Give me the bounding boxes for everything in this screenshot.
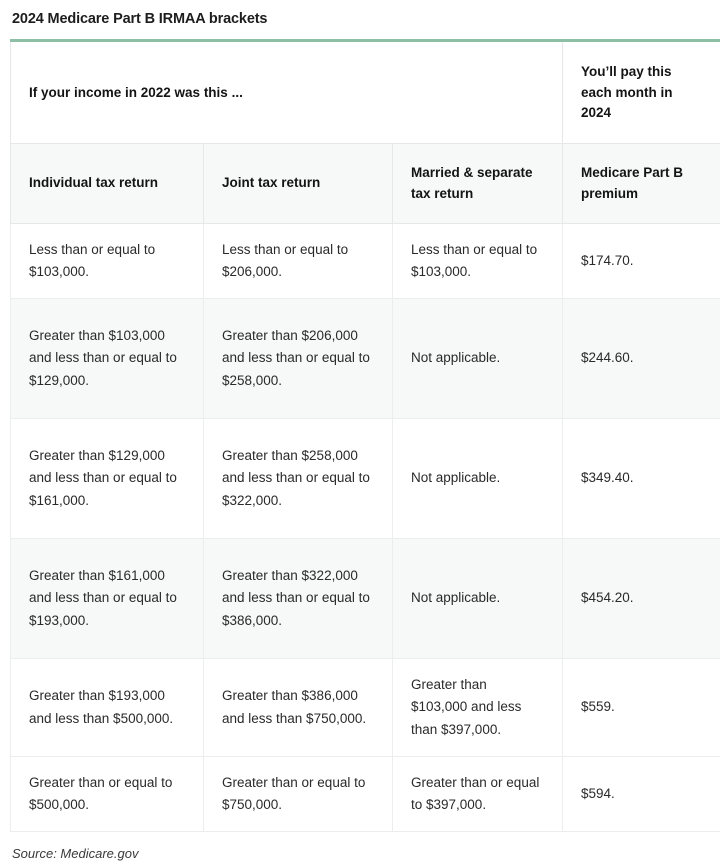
header-group-row — [11, 42, 720, 143]
header-income-group: If your income in 2022 was this ... — [11, 42, 563, 143]
cell-premium: $349.40. — [563, 419, 720, 539]
cell-married-separate: Greater than or equal to $397,000. — [393, 757, 563, 832]
column-header-row — [11, 144, 720, 224]
table-row — [11, 299, 720, 419]
cell-married-separate: Greater than $103,000 and less than $397,000. — [393, 659, 563, 757]
source-caption: Source: Medicare.gov — [12, 846, 139, 862]
cell-joint: Greater than $322,000 and less than or equal to $386,000. — [204, 539, 393, 659]
cell-married-separate: Less than or equal to $103,000. — [393, 224, 563, 299]
cell-premium: $244.60. — [563, 299, 720, 419]
cell-married-separate: Not applicable. — [393, 419, 563, 539]
cell-premium: $454.20. — [563, 539, 720, 659]
table-row — [11, 539, 720, 659]
table-row — [11, 419, 720, 539]
page-title: 2024 Medicare Part B IRMAA brackets — [12, 11, 268, 27]
table-row — [11, 224, 720, 299]
cell-married-separate: Not applicable. — [393, 299, 563, 419]
column-header-joint-tax-return: Joint tax return — [204, 144, 393, 224]
table-body — [11, 224, 720, 832]
cell-premium: $174.70. — [563, 224, 720, 299]
table-head — [11, 42, 720, 223]
column-header-married-separate-tax-return: Married & separate tax return — [393, 144, 563, 224]
cell-joint: Greater than $258,000 and less than or equal to $322,000. — [204, 419, 393, 539]
column-header-individual-tax-return: Individual tax return — [11, 144, 204, 224]
cell-joint: Greater than $386,000 and less than $750,000. — [204, 659, 393, 757]
cell-individual: Greater than $103,000 and less than or equal to $129,000. — [11, 299, 204, 419]
column-header-medicare-part-b-premium: Medicare Part B premium — [563, 144, 720, 224]
cell-individual: Greater than or equal to $500,000. — [11, 757, 204, 832]
cell-joint: Greater than or equal to $750,000. — [204, 757, 393, 832]
cell-married-separate: Not applicable. — [393, 539, 563, 659]
cell-premium: $594. — [563, 757, 720, 832]
table-row — [11, 659, 720, 757]
cell-individual: Greater than $129,000 and less than or equal to $161,000. — [11, 419, 204, 539]
cell-joint: Greater than $206,000 and less than or equal to $258,000. — [204, 299, 393, 419]
table-row — [11, 757, 720, 832]
cell-premium: $559. — [563, 659, 720, 757]
cell-joint: Less than or equal to $206,000. — [204, 224, 393, 299]
table-container — [10, 39, 720, 832]
irmaa-brackets-table — [10, 42, 720, 832]
cell-individual: Greater than $193,000 and less than $500,000. — [11, 659, 204, 757]
header-premium-group: You’ll pay this each month in 2024 — [563, 42, 720, 143]
cell-individual: Less than or equal to $103,000. — [11, 224, 204, 299]
cell-individual: Greater than $161,000 and less than or equal to $193,000. — [11, 539, 204, 659]
